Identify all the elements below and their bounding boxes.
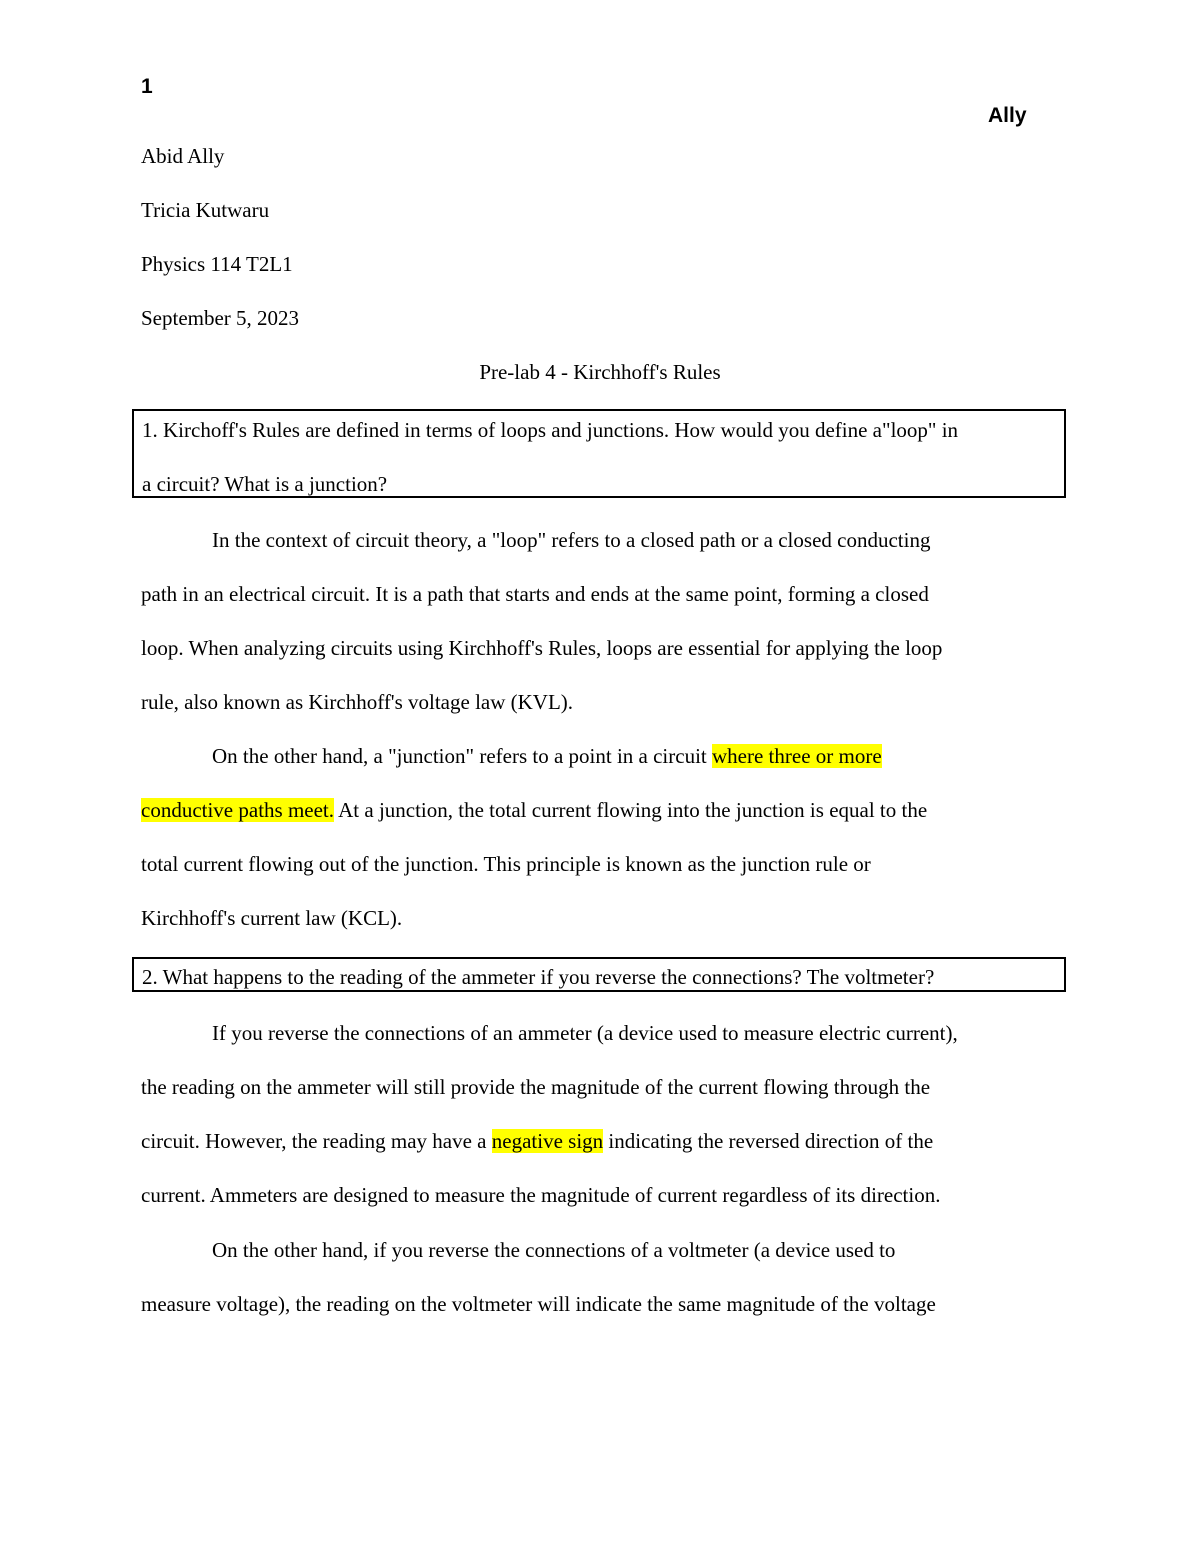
partner-name: Tricia Kutwaru bbox=[141, 198, 270, 222]
answer-1-p2-line-4: Kirchhoff's current law (KCL). bbox=[141, 906, 403, 930]
answer-2-p1-line-4: current. Ammeters are designed to measure the magnitude of current regardless of its direction. bbox=[141, 1183, 941, 1207]
running-head: Ally bbox=[988, 104, 1027, 127]
date: September 5, 2023 bbox=[141, 306, 300, 330]
highlighted-text: conductive paths meet. bbox=[141, 798, 335, 822]
answer-2-p1-line-2: the reading on the ammeter will still provide the magnitude of the current flowing through the bbox=[141, 1075, 931, 1099]
answer-1-p2-line-1-text: On the other hand, a "junction" refers to a point in a circuit bbox=[212, 744, 712, 768]
answer-2-p2-line-1: On the other hand, if you reverse the connections of a voltmeter (a device used to bbox=[212, 1238, 896, 1262]
answer-2-p1-line-3-text-end: indicating the reversed direction of the bbox=[603, 1129, 934, 1153]
document-title: Pre-lab 4 - Kirchhoff's Rules bbox=[479, 360, 721, 384]
question-2-text: 2. What happens to the reading of the ammeter if you reverse the connections? The voltmeter? bbox=[142, 965, 935, 989]
answer-1-p2-line-2-text: At a junction, the total current flowing into the junction is equal to the bbox=[334, 798, 928, 822]
answer-1-p2-line-3: total current flowing out of the junction. This principle is known as the junction rule or bbox=[141, 852, 871, 876]
answer-2-p1-line-1: If you reverse the connections of an ammeter (a device used to measure electric current), bbox=[212, 1021, 958, 1045]
question-1-line-1: 1. Kirchoff's Rules are defined in terms of loops and junctions. How would you define a"loop" in bbox=[142, 418, 959, 442]
question-1-box bbox=[132, 409, 1066, 498]
page-number: 1 bbox=[141, 75, 153, 98]
answer-1-p1-line-2: path in an electrical circuit. It is a path that starts and ends at the same point, forming a closed bbox=[141, 582, 929, 606]
answer-2-p1-line-3-text: circuit. However, the reading may have a bbox=[141, 1129, 492, 1153]
answer-2-p2-line-2: measure voltage), the reading on the voltmeter will indicate the same magnitude of the voltage bbox=[141, 1292, 936, 1316]
highlighted-text: negative sign bbox=[491, 1129, 604, 1153]
answer-1-p2-line-2 bbox=[141, 796, 927, 824]
highlighted-text: where three or more bbox=[712, 744, 882, 768]
answer-1-p1-line-3: loop. When analyzing circuits using Kirchhoff's Rules, loops are essential for applying the loop bbox=[141, 636, 943, 660]
course-name: Physics 114 T2L1 bbox=[141, 252, 293, 276]
author-name: Abid Ally bbox=[141, 144, 225, 168]
question-2-box bbox=[132, 957, 1066, 992]
answer-1-p2-line-1 bbox=[212, 742, 882, 770]
answer-2-p1-line-3 bbox=[141, 1127, 933, 1155]
question-1-line-2: a circuit? What is a junction? bbox=[142, 472, 388, 496]
answer-1-p1-line-4: rule, also known as Kirchhoff's voltage law (KVL). bbox=[141, 690, 574, 714]
answer-1-p1-line-1: In the context of circuit theory, a "loop" refers to a closed path or a closed conducting bbox=[212, 528, 931, 552]
